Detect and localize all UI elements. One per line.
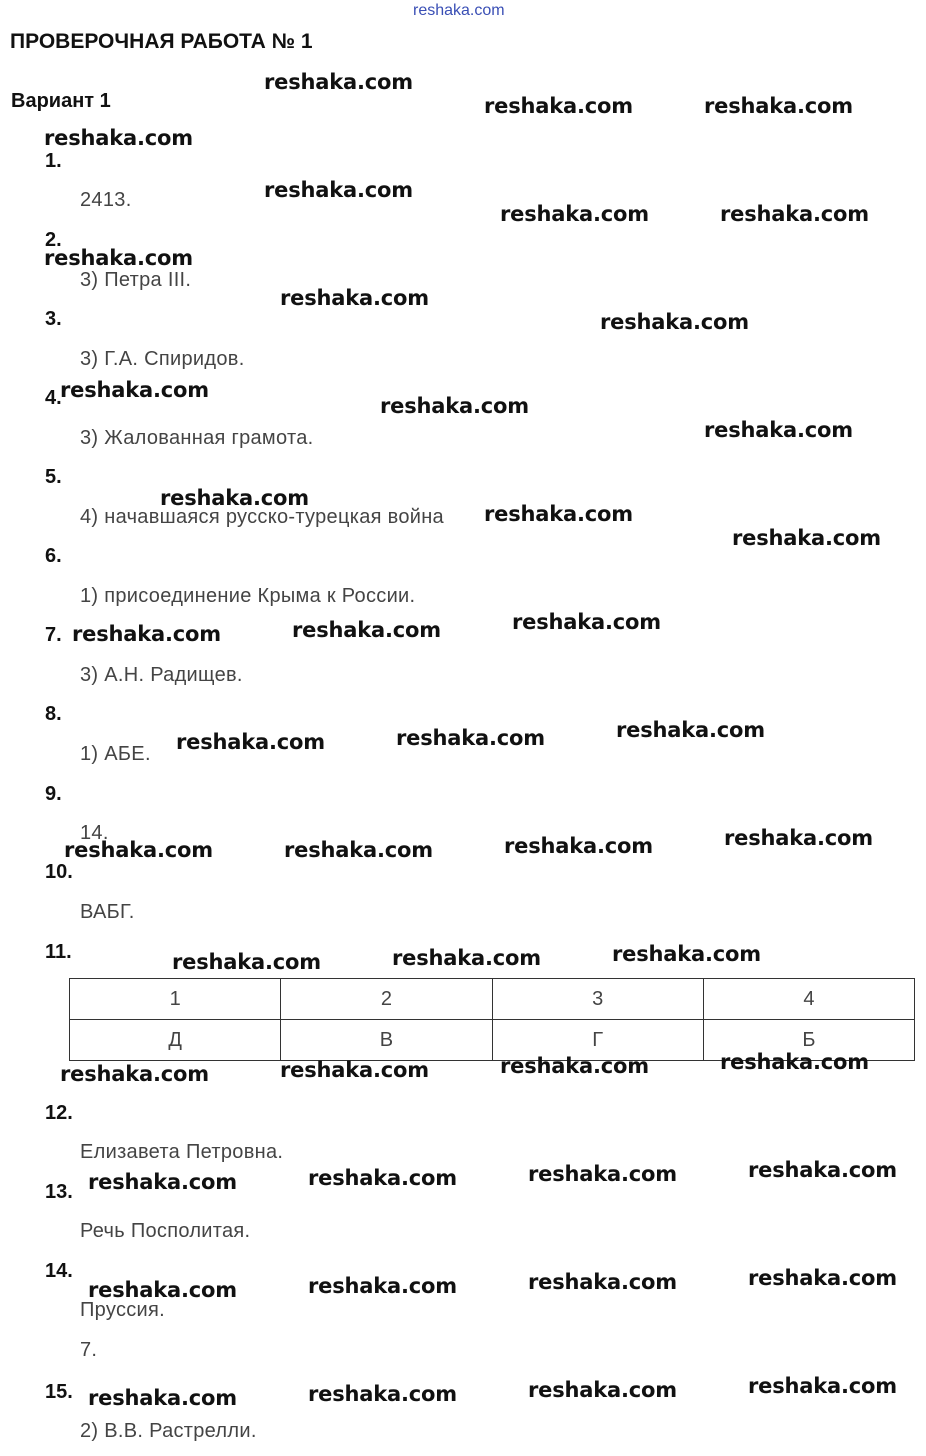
watermark: reshaka.com: [60, 378, 209, 402]
watermark: reshaka.com: [704, 418, 853, 442]
watermark: reshaka.com: [500, 1054, 649, 1078]
question-number: 6.: [45, 545, 62, 567]
answer-text: Пруссия.: [80, 1299, 166, 1321]
watermark: reshaka.com: [88, 1386, 237, 1410]
answer-text: 3) Жалованная грамота.: [80, 427, 314, 449]
watermark: reshaka.com: [64, 838, 213, 862]
question-number: 15.: [45, 1381, 73, 1403]
table-cell: В: [281, 1020, 492, 1061]
watermark: reshaka.com: [748, 1374, 897, 1398]
watermark: reshaka.com: [380, 394, 529, 418]
site-link[interactable]: reshaka.com: [413, 2, 505, 19]
answer-text: Елизавета Петровна.: [80, 1141, 284, 1163]
question-number: 7.: [45, 624, 62, 646]
question-number: 5.: [45, 466, 62, 488]
answer-text: 2) В.В. Растрелли.: [80, 1420, 257, 1442]
question-number: 14.: [45, 1260, 73, 1282]
watermark: reshaka.com: [60, 1062, 209, 1086]
watermark: reshaka.com: [600, 310, 749, 334]
watermark: reshaka.com: [88, 1170, 237, 1194]
question-number: 13.: [45, 1181, 73, 1203]
watermark: reshaka.com: [616, 718, 765, 742]
watermark: reshaka.com: [280, 286, 429, 310]
watermark: reshaka.com: [44, 126, 193, 150]
answer-table: [69, 978, 915, 1061]
watermark: reshaka.com: [396, 726, 545, 750]
watermark: reshaka.com: [176, 730, 325, 754]
watermark: reshaka.com: [308, 1166, 457, 1190]
watermark: reshaka.com: [392, 946, 541, 970]
table-cell: 1: [70, 979, 281, 1020]
table-header-row: [70, 979, 915, 1020]
question-number: 10.: [45, 861, 73, 883]
answer-text: 3) Г.А. Спиридов.: [80, 348, 245, 370]
watermark: reshaka.com: [284, 838, 433, 862]
watermark: reshaka.com: [160, 486, 309, 510]
watermark: reshaka.com: [500, 202, 649, 226]
question-number: 11.: [45, 941, 72, 963]
variant-heading: Вариант 1: [11, 90, 111, 112]
watermark: reshaka.com: [280, 1058, 429, 1082]
question-number: 9.: [45, 783, 62, 805]
watermark: reshaka.com: [720, 202, 869, 226]
watermark: reshaka.com: [484, 502, 633, 526]
watermark: reshaka.com: [704, 94, 853, 118]
watermark: reshaka.com: [612, 942, 761, 966]
table-cell: 3: [492, 979, 703, 1020]
answer-text: 1) АБЕ.: [80, 743, 151, 765]
answer-text: 14.: [80, 822, 109, 844]
answer-text: 3) Петра III.: [80, 269, 192, 291]
watermark: reshaka.com: [292, 618, 441, 642]
watermark: reshaka.com: [44, 246, 193, 270]
answer-text: 1) присоединение Крыма к России.: [80, 585, 416, 607]
question-number: 12.: [45, 1102, 73, 1124]
answer-text: Речь Посполитая.: [80, 1220, 251, 1242]
watermark: reshaka.com: [512, 610, 661, 634]
watermark: reshaka.com: [264, 70, 413, 94]
table-cell: Г: [492, 1020, 703, 1061]
answer-text: 4) начавшаяся русско-турецкая война: [80, 506, 444, 528]
table-cell: 4: [703, 979, 914, 1020]
table-cell: 2: [281, 979, 492, 1020]
watermark: reshaka.com: [72, 622, 221, 646]
watermark: reshaka.com: [724, 826, 873, 850]
watermark: reshaka.com: [308, 1382, 457, 1406]
question-number: 8.: [45, 703, 62, 725]
watermark: reshaka.com: [528, 1270, 677, 1294]
question-number: 3.: [45, 308, 62, 330]
watermark: reshaka.com: [264, 178, 413, 202]
watermark: reshaka.com: [748, 1266, 897, 1290]
watermark: reshaka.com: [88, 1278, 237, 1302]
question-number: 1.: [45, 150, 62, 172]
answer-text: 3) А.Н. Радищев.: [80, 664, 243, 686]
answer-text: 2413.: [80, 189, 132, 211]
question-number: 2.: [45, 229, 62, 251]
answer-text: 7.: [80, 1339, 98, 1361]
watermark: reshaka.com: [528, 1378, 677, 1402]
watermark: reshaka.com: [504, 834, 653, 858]
question-number: 4.: [45, 387, 62, 409]
watermark: reshaka.com: [732, 526, 881, 550]
answer-text: ВАБГ.: [80, 901, 135, 923]
table-cell: Д: [70, 1020, 281, 1061]
watermark: reshaka.com: [720, 1050, 869, 1074]
watermark: reshaka.com: [172, 950, 321, 974]
watermark: reshaka.com: [528, 1162, 677, 1186]
watermark: reshaka.com: [748, 1158, 897, 1182]
watermark: reshaka.com: [308, 1274, 457, 1298]
page-title: ПРОВЕРОЧНАЯ РАБОТА № 1: [10, 30, 313, 53]
watermark: reshaka.com: [484, 94, 633, 118]
table-cell: Б: [703, 1020, 914, 1061]
